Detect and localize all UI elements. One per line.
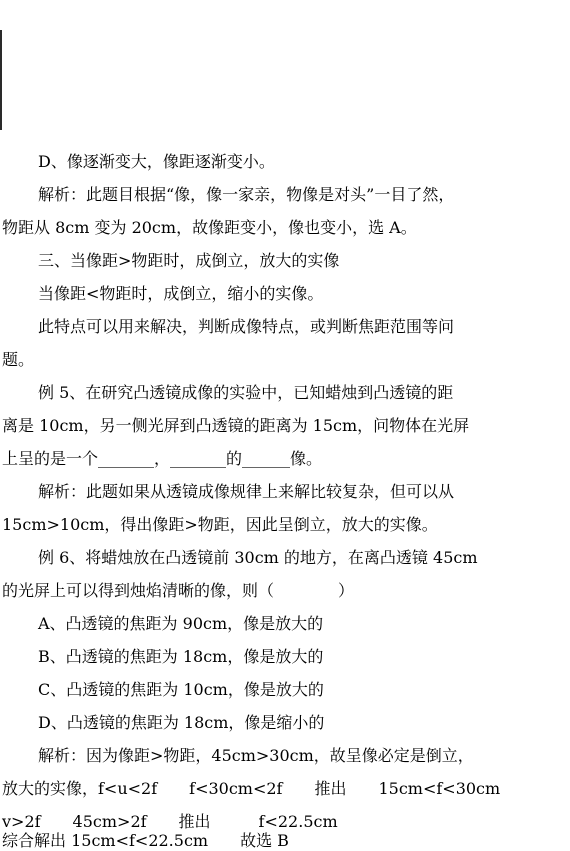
analysis-paragraph-line: 解析：此题目根据“像，像一家亲，物像是对头”一目了然， — [38, 185, 455, 204]
example-5-analysis-line: 解析：此题如果从透镜成像规律上来解比较复杂，但可以从 — [38, 482, 455, 501]
example-6-question-line: 例 6、将蜡烛放在凸透镜前 30cm 的地方，在离凸透镜 45cm — [38, 548, 478, 567]
rule-text: 当像距<物距时，成倒立，缩小的实像。 — [38, 284, 324, 303]
option-c-text: C、凸透镜的焦距为 10cm，像是放大的 — [38, 680, 324, 699]
option-a-text: A、凸透镜的焦距为 90cm，像是放大的 — [38, 614, 324, 633]
example-5-question-line: 例 5、在研究凸透镜成像的实验中，已知蜡烛到凸透镜的距 — [38, 383, 454, 402]
example-6-question-line: 的光屏上可以得到烛焰清晰的像，则（ ） — [2, 581, 355, 600]
section-heading: 三、当像距>物距时，成倒立，放大的实像 — [38, 251, 340, 270]
example-6-analysis-line: 解析：因为像距>物距，45cm>30cm，故呈像必定是倒立， — [38, 746, 474, 765]
analysis-paragraph-line: 物距从 8cm 变为 20cm，故像距变小，像也变小，选 A。 — [2, 218, 417, 237]
example-5-analysis-line: 15cm>10cm，得出像距>物距，因此呈倒立，放大的实像。 — [2, 515, 438, 534]
example-5-question-line: 离是 10cm，另一侧光屏到凸透镜的距离为 15cm，问物体在光屏 — [2, 416, 470, 435]
body-paragraph-line: 题。 — [2, 350, 35, 369]
option-b-text: B、凸透镜的焦距为 18cm，像是放大的 — [38, 647, 324, 666]
option-d-text: D、像逐渐变大，像距逐渐变小。 — [38, 152, 275, 171]
body-paragraph-line: 此特点可以用来解决，判断成像特点，或判断焦距范围等问 — [38, 317, 455, 336]
example-5-question-line: 上呈的是一个_______，_______的______像。 — [2, 449, 323, 468]
example-6-analysis-line: 放大的实像，f<u<2f f<30cm<2f 推出 15cm<f<30cm — [2, 779, 501, 798]
page-edge-mark — [0, 30, 2, 130]
example-6-conclusion-line: 综合解出 15cm<f<22.5cm 故选 B — [2, 831, 289, 850]
example-6-analysis-line: v>2f 45cm>2f 推出 f<22.5cm — [2, 812, 338, 831]
option-d-text: D、凸透镜的焦距为 18cm，像是缩小的 — [38, 713, 325, 732]
